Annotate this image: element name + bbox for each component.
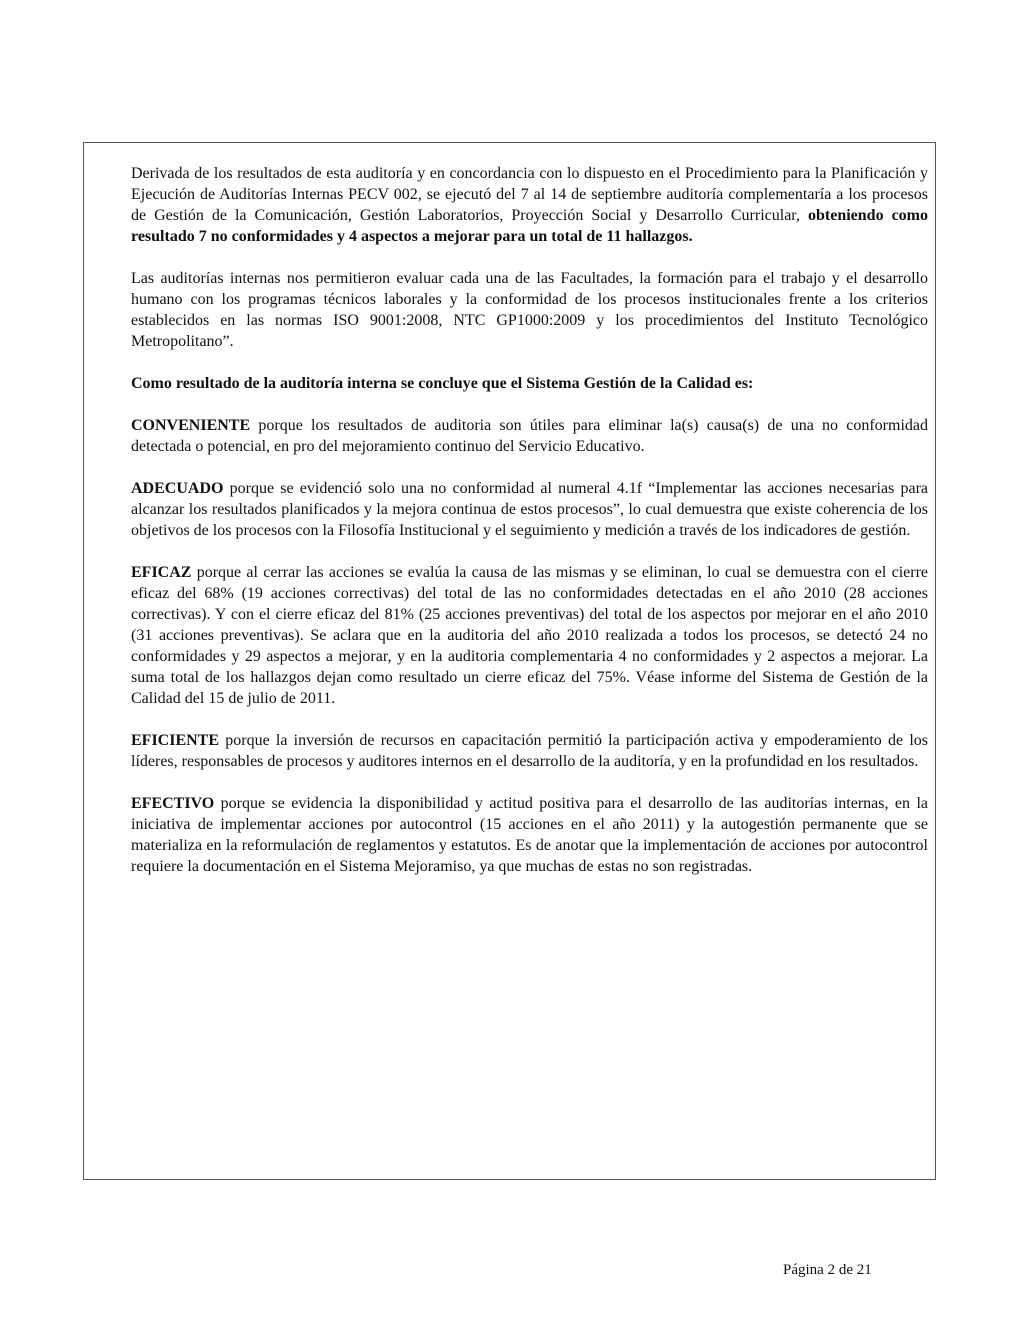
paragraph-eficiente [131,730,928,772]
term-label: EFICAZ [131,564,192,581]
conclusion-heading [131,373,928,394]
paragraph-bold-text: obteniendo como resultado 7 no conformidades y 4 aspectos a mejorar para un total de 11 hallazgos. [131,207,929,245]
term-label: EFICIENTE [131,732,220,749]
heading-text: Como resultado de la auditoría interna se concluye que el Sistema Gestión de la Calidad es: [131,375,754,392]
paragraph-text: porque se evidencia la disponibilidad y actitud positiva para el desarrollo de las auditorías internas, en la iniciativa de implementar acciones por autocontrol (15 acciones en el año 2011) y la autogestión permanente que se materializa en la reformulación de reglamentos y estatutos. Es de anotar que la implementación de acciones por autocontrol requiere la documentación en el Sistema Mejoramiso, ya que muchas de estas no son registradas. [131,795,928,875]
paragraph-eficaz [131,562,928,709]
document-body [131,163,928,898]
paragraph-text: porque al cerrar las acciones se evalúa la causa de las mismas y se eliminan, lo cual se demuestra con el cierre eficaz del 68% (19 acciones correctivas) del total de las no conformidades detectadas en el año 2010 (28 acciones correctivas). Y con el cierre eficaz del 81% (25 acciones preventivas) del total de los aspectos por mejorar en el año 2010 (31 acciones preventivas). Se aclara que en la auditoria del año 2010 realizada a todos los procesos, se detectó 24 no conformidades y 29 aspectos a mejorar, y en la auditoria complementaria 4 no conformidades y 2 aspectos a mejorar. La suma total de los hallazgos dejan como resultado un cierre eficaz del 75%. Véase informe del Sistema de Gestión de la Calidad del 15 de julio de 2011. [131,564,928,707]
term-label: EFECTIVO [131,795,215,812]
paragraph-internal-audits [131,268,928,352]
term-label: CONVENIENTE [131,417,251,434]
paragraph-text: porque se evidenció solo una no conformidad al numeral 4.1f “Implementar las acciones necesarias para alcanzar los resultados planificados y la mejora continua de estos procesos”, lo cual demuestra que existe coherencia de los objetivos de los procesos con la Filosofía Institucional y el seguimiento y medición a través de los indicadores de gestión. [131,480,928,539]
paragraph-conveniente [131,415,928,457]
page-number: Página 2 de 21 [783,1262,872,1278]
paragraph-text: Las auditorías internas nos permitieron evaluar cada una de las Facultades, la formación para el trabajo y el desarrollo humano con los programas técnicos laborales y la conformidad de los procesos institucionales frente a los criterios establecidos en las normas ISO 9001:2008, NTC GP1000:2009 y los procedimientos del Instituto Tecnológico Metropolitano”. [131,270,928,350]
paragraph-text: porque la inversión de recursos en capacitación permitió la participación activa y empoderamiento de los líderes, responsables de procesos y auditores internos en el desarrollo de la auditoría, y en la profundidad en los resultados. [131,732,928,770]
paragraph-audit-results [131,163,928,247]
paragraph-text: porque los resultados de auditoria son útiles para eliminar la(s) causa(s) de una no conformidad detectada o potencial, en pro del mejoramiento continuo del Servicio Educativo. [131,417,928,455]
paragraph-efectivo [131,793,928,877]
term-label: ADECUADO [131,480,224,497]
paragraph-text: Derivada de los resultados de esta auditoría y en concordancia con lo dispuesto en el Procedimiento para la Planificación y Ejecución de Auditorías Internas PECV 002, se ejecutó del 7 al 14 de septiembre auditoría complementaría a los procesos de Gestión de la Comunicación, Gestión Laboratorios, Proyección Social y Desarrollo Curricular, [131,165,928,224]
document-frame [83,142,936,1180]
paragraph-adecuado [131,478,928,541]
